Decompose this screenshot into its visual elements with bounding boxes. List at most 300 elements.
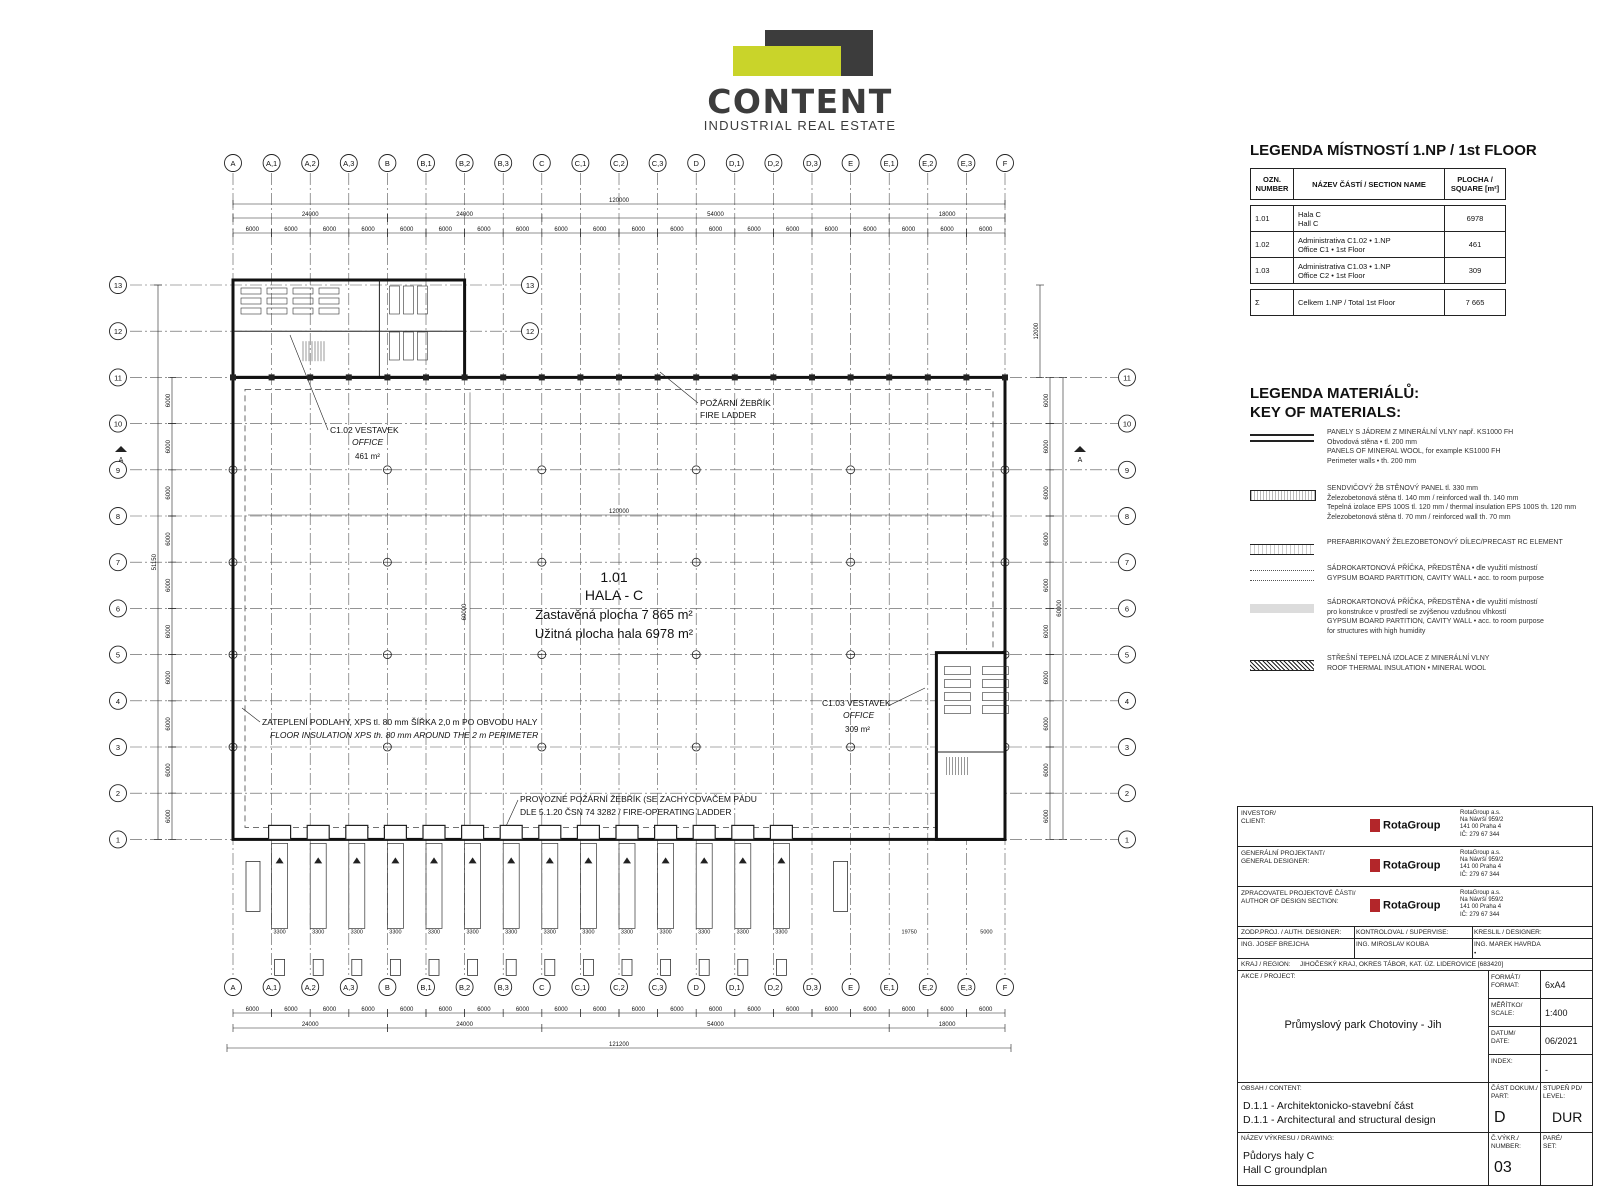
company-address: RotaGroup a.s. Na Návrší 959/2 141 00 Praha 4 IČ: 279 67 344	[1460, 850, 1504, 878]
room-legend-title: LEGENDA MÍSTNOSTÍ 1.NP / 1st FLOOR	[1250, 142, 1537, 159]
material-text: SÁDROKARTONOVÁ PŘÍČKA, PŘEDSTĚNA • dle využití místností pro konstrukce v prostředí se zvýšenou vzdušnou vlhkostí GYPSUM BOARD PARTITION, CAVITY WALL • acc. to room purpose for structures with high humidity	[1327, 599, 1544, 635]
office-desk	[389, 286, 399, 314]
perimeter-column	[384, 374, 390, 380]
dock-arrow-icon	[276, 857, 284, 863]
loading-dock-door	[770, 825, 792, 839]
company-address: RotaGroup a.s. Na Návrší 959/2 141 00 Praha 4 IČ: 279 67 344	[1460, 890, 1504, 918]
office-c103-area: 309 m²	[845, 725, 870, 734]
role-designer: KRESLIL / DESIGNER:	[1474, 929, 1542, 936]
part-value: D	[1494, 1109, 1506, 1126]
grid-column-label: C,2	[613, 983, 625, 992]
dock-trailer-wheel	[275, 959, 285, 975]
dim-left-bay-label: 6000	[166, 763, 172, 777]
grid-column-label: B,2	[458, 983, 471, 992]
dim-dock-spacing: 3300	[312, 929, 325, 936]
content-cz: D.1.1 - Architektonicko-stavební část	[1243, 1100, 1414, 1112]
grid-column-label: A,3	[343, 159, 355, 168]
material-item	[1250, 484, 1580, 528]
rotagroup-logo	[1370, 899, 1440, 912]
grid-column-label: B	[384, 159, 390, 168]
room-legend	[1250, 142, 1560, 159]
loading-dock-door	[307, 825, 329, 839]
material-text: PANELY S JÁDREM Z MINERÁLNÍ VLNY např. KS1000 FH Obvodová stěna • tl. 200 mm PANELS OF MINERAL WOOL, for example KS1000 FH Perimeter walls • th. 200 mm	[1327, 429, 1514, 465]
dock-arrow-icon	[623, 857, 631, 863]
perimeter-column	[616, 374, 622, 380]
company-name: RotaGroup	[1383, 819, 1441, 832]
region-label: KRAJ / REGION:	[1241, 961, 1291, 968]
drawing-label: NÁZEV VÝKRESU / DRAWING:	[1241, 1135, 1334, 1142]
dock-trailer-wheel	[506, 959, 516, 975]
dim-group-top-label: 54000	[707, 212, 724, 218]
loading-dock-door	[655, 825, 677, 839]
grid-column-label: A	[230, 983, 236, 992]
dock-truck-bay	[349, 843, 365, 928]
dim-dock-spacing: 3300	[698, 929, 711, 936]
dim-bay-top-label: 6000	[284, 227, 298, 233]
rotagroup-mark-icon	[1370, 899, 1380, 912]
dock-arrow-icon	[353, 857, 361, 863]
room-name-en: Office C1 • 1st Floor	[1298, 244, 1366, 254]
grid-column-label: B,1	[420, 983, 432, 992]
dock-arrow-icon	[700, 857, 708, 863]
person-supervise: ING. MIROSLAV KOUBA	[1356, 941, 1429, 948]
parked-truck	[834, 861, 848, 911]
room-name-cz: Administrativa C1.03 • 1.NP	[1298, 261, 1391, 271]
role-auth-designer: ZODP.PROJ. / AUTH. DESIGNER:	[1241, 929, 1342, 936]
grid-column-label: E	[848, 983, 854, 992]
dim-group-bottom-label: 24000	[301, 1022, 319, 1028]
region-row	[1238, 959, 1592, 971]
grid-row-label: 8	[115, 512, 121, 521]
dim-dock-spacing: 3300	[466, 929, 479, 936]
material-swatch-double-line	[1250, 434, 1314, 442]
dim-right-bay-label: 6000	[1044, 717, 1050, 731]
total-area: 7 665	[1445, 290, 1506, 316]
room-area: 6978	[1445, 206, 1506, 232]
office-desk	[403, 286, 413, 314]
office-c103-type: OFFICE	[843, 710, 875, 720]
grid-row-label: 3	[115, 743, 121, 752]
material-text: PREFABRIKOVANÝ ŽELEZOBETONOVÝ DÍLEC/PRECAST RC ELEMENT	[1327, 539, 1563, 546]
dim-bay-top-label: 6000	[515, 227, 530, 233]
material-swatch-zigzag	[1250, 660, 1314, 671]
dock-truck-bay	[542, 843, 558, 928]
dim-bay-bottom-label: 6000	[824, 1007, 838, 1013]
dim-dock-gap: 19750	[901, 929, 917, 936]
perimeter-column	[809, 374, 815, 380]
dock-trailer-wheel	[738, 959, 748, 975]
grid-column-label: C,3	[651, 983, 664, 992]
materials-title-cz: LEGENDA MATERIÁLŮ:	[1250, 385, 1420, 402]
perimeter-column	[269, 374, 275, 380]
region-value: JIHOČESKÝ KRAJ, OKRES TÁBOR, KAT. ÚZ. LIDEROVICE [683420]	[1300, 961, 1504, 968]
office-desk	[267, 288, 287, 294]
operating-ladder-label-en: DLE 5.1.20 ČSN 74 3282 / FIRE-OPERATING LADDER	[520, 807, 732, 817]
drawing-number: 03	[1494, 1159, 1512, 1176]
dim-bay-bottom-label: 6000	[477, 1007, 491, 1013]
grid-column-label: C	[539, 983, 545, 992]
content-row: OBSAH / CONTENT: D.1.1 - Architektonicko-stavební část D.1.1 - Architectural and structural design ČÁST DOKUM./ PART: D STUPEŇ PD/ LEVEL: DUR	[1238, 1083, 1592, 1133]
loading-dock-door	[577, 825, 599, 839]
dim-group-top-label: 24000	[301, 212, 319, 218]
dock-trailer-wheel	[545, 959, 555, 975]
perimeter-column	[770, 374, 776, 380]
grid-row-label: 2	[115, 789, 121, 799]
person-designer-extra: •	[1474, 950, 1477, 957]
date-cell: DATUM/ DATE: 06/2021	[1489, 1027, 1592, 1055]
grid-column-label: E,2	[922, 159, 934, 168]
dim-bay-top-label: 6000	[901, 227, 916, 233]
dim-bay-bottom-label: 6000	[863, 1007, 877, 1013]
room-name	[1294, 232, 1445, 258]
grid-row-label: 10	[1122, 419, 1132, 429]
dim-right-bay-label: 6000	[1044, 624, 1050, 639]
dim-bay-bottom-label: 6000	[245, 1007, 259, 1013]
perimeter-column	[848, 374, 854, 380]
material-swatch-gypsum-dotted	[1250, 570, 1314, 581]
dim-bay-top-label: 6000	[477, 227, 491, 233]
dock-arrow-icon	[739, 857, 747, 863]
header-number: OZN. NUMBER	[1251, 169, 1294, 200]
table-row	[1251, 206, 1506, 232]
materials-legend	[1250, 384, 1580, 422]
dim-left-bay-label: 6000	[166, 486, 172, 500]
dock-truck-bay	[426, 843, 442, 928]
author-label: ZPRACOVATEL PROJEKTOVÉ ČÁSTI/	[1241, 890, 1356, 897]
grid-column-label: E,3	[960, 983, 973, 992]
rotagroup-logo	[1370, 859, 1440, 872]
scale-value: 1:400	[1545, 1008, 1568, 1018]
room-name-en: Office C2 • 1st Floor	[1298, 270, 1366, 280]
dock-trailer-wheel	[390, 959, 400, 975]
dim-group-bottom-label: 54000	[707, 1022, 724, 1028]
office-desk	[267, 298, 287, 304]
grid-column-label: B,2	[458, 159, 471, 168]
grid-column-label: B,3	[497, 159, 509, 168]
office-c102-area: 461 m²	[355, 452, 380, 461]
dock-truck-bay	[580, 843, 596, 928]
material-swatch-gypsum-grey	[1250, 604, 1314, 613]
dim-left-bay-label: 6000	[166, 578, 172, 592]
grid-row-label: 3	[1124, 743, 1130, 752]
roles-row	[1238, 927, 1592, 939]
room-name	[1294, 206, 1445, 232]
dim-bay-top-label: 6000	[979, 227, 993, 233]
perimeter-column	[500, 374, 506, 380]
materials-title-en: KEY OF MATERIALS:	[1250, 404, 1402, 421]
grid-row-label: 1	[1124, 835, 1130, 845]
dim-group-bottom-label: 18000	[938, 1022, 956, 1028]
level-value: DUR	[1552, 1109, 1583, 1125]
table-row	[1251, 232, 1506, 258]
grid-row-label: 11	[114, 373, 122, 383]
dim-overall-bottom-label: 121200	[608, 1042, 630, 1048]
dim-left-bay-label: 6000	[166, 671, 172, 685]
dock-arrow-icon	[469, 857, 477, 863]
loading-dock-door	[539, 825, 561, 839]
material-text: SENDVIČOVÝ ŽB STĚNOVÝ PANEL tl. 330 mm Železobetonová stěna tl. 140 mm / reinforced wall th. 140 mm Tepelná izolace EPS 100S tl. 120 mm / thermal insulation EPS 100S th. 120 mm Železobetonová stěna tl. 70 mm / reinforced wall th. 70 mm	[1327, 485, 1577, 521]
dim-bay-bottom-label: 6000	[786, 1007, 800, 1013]
loading-dock-door	[462, 825, 484, 839]
dim-right-mezz-label: 12000	[1034, 322, 1040, 340]
dock-truck-bay	[696, 843, 712, 928]
dim-right-bay-label: 6000	[1044, 809, 1050, 823]
room-name	[1294, 258, 1445, 284]
dim-right-bay-label: 6000	[1044, 532, 1050, 546]
dim-right-bay-label: 6000	[1044, 486, 1050, 500]
designer-row	[1238, 847, 1592, 887]
dock-arrow-icon	[391, 857, 399, 863]
grid-row-label: 12	[525, 327, 535, 337]
dim-left-bay-label: 6000	[166, 624, 172, 639]
total-label: Celkem 1.NP / Total 1st Floor	[1294, 290, 1445, 316]
material-text: SÁDROKARTONOVÁ PŘÍČKA, PŘEDSTĚNA • dle využití místností GYPSUM BOARD PARTITION, CAVITY WALL • acc. to room purpose	[1327, 565, 1544, 582]
header-name: NÁZEV ČÁSTÍ / SECTION NAME	[1294, 169, 1445, 200]
grid-row-label: 9	[115, 465, 121, 475]
investor-row	[1238, 807, 1592, 847]
dock-trailer-wheel	[352, 959, 362, 975]
room-legend-header	[1251, 169, 1506, 200]
date-value: 06/2021	[1545, 1036, 1578, 1046]
grid-row-label: 9	[1124, 465, 1130, 475]
total-symbol: Σ	[1251, 290, 1294, 316]
table-total-row	[1251, 290, 1506, 316]
company-name: RotaGroup	[1383, 859, 1441, 872]
dock-trailer-wheel	[429, 959, 439, 975]
grid-column-label: D,2	[767, 159, 780, 168]
dock-arrow-icon	[314, 857, 322, 863]
floor-insulation-label: ZATEPLENÍ PODLAHY, XPS tl. 80 mm ŠÍŘKA 2,0 m PO OBVODU HALY	[262, 717, 538, 727]
perimeter-column	[963, 374, 969, 380]
grid-row-label: 13	[525, 281, 535, 290]
dock-truck-bay	[658, 843, 674, 928]
perimeter-column	[539, 374, 545, 380]
dim-bay-bottom-label: 6000	[708, 1007, 723, 1013]
floor-insulation-label-en: FLOOR INSULATION XPS th. 80 mm AROUND THE 2 m PERIMETER	[270, 730, 539, 740]
dim-bay-bottom-label: 6000	[979, 1007, 993, 1013]
dock-arrow-icon	[584, 857, 592, 863]
dim-dock-spacing: 3300	[505, 929, 518, 936]
logo-tagline: INDUSTRIAL REAL ESTATE	[703, 118, 897, 133]
office-desk	[319, 298, 339, 304]
grid-column-label: A,1	[265, 159, 278, 168]
hall-built-area: Zastavěná plocha 7 865 m²	[535, 607, 693, 622]
room-name-cz: Hala C	[1298, 209, 1321, 219]
dim-right-bay-label: 6000	[1044, 440, 1050, 454]
designer-label: GENERÁLNÍ PROJEKTANT/	[1241, 850, 1325, 857]
dim-bay-top-label: 6000	[940, 227, 954, 233]
index-cell	[1489, 1055, 1592, 1083]
format-value: 6xA4	[1545, 980, 1566, 990]
dim-bay-top-label: 6000	[322, 227, 337, 233]
grid-column-label: A,2	[304, 159, 316, 168]
office-desk	[241, 308, 261, 314]
loading-dock-door	[269, 825, 291, 839]
role-supervise: KONTROLOVAL / SUPERVISE:	[1356, 929, 1449, 936]
dim-bay-bottom-label: 6000	[322, 1007, 337, 1013]
dock-truck-bay	[465, 843, 481, 928]
dim-bay-bottom-label: 6000	[747, 1007, 761, 1013]
dim-dock-spacing: 3300	[582, 929, 595, 936]
dim-bay-top-label: 6000	[631, 227, 645, 233]
room-number: 1.03	[1251, 258, 1294, 284]
dim-bay-top-label: 6000	[786, 227, 800, 233]
grid-column-label: F	[1002, 159, 1008, 168]
dim-right-bay-label: 6000	[1044, 393, 1050, 408]
grid-column-label: B,1	[420, 159, 432, 168]
dim-bay-top-label: 6000	[863, 227, 877, 233]
dim-bay-top-label: 6000	[438, 227, 452, 233]
dim-inner-width-label: 120000	[608, 509, 630, 515]
project-name: Průmyslový park Chotoviny - Jih	[1284, 1019, 1442, 1031]
dim-bay-bottom-label: 6000	[438, 1007, 452, 1013]
grid-column-label: E,2	[922, 983, 934, 992]
grid-column-label: B	[384, 983, 390, 992]
grid-column-label: D,2	[767, 983, 780, 992]
fire-ladder-label-en: FIRE LADDER	[700, 410, 757, 420]
material-swatch-precast	[1250, 544, 1314, 555]
dim-left-bay-label: 6000	[166, 393, 172, 408]
parked-truck	[246, 861, 260, 911]
logo-wordmark: CONTENT	[707, 82, 893, 121]
office-desk	[267, 308, 287, 314]
grid-row-label: 13	[113, 281, 123, 290]
grid-column-label: E,3	[960, 159, 973, 168]
title-block	[1237, 806, 1593, 1186]
content-label: OBSAH / CONTENT:	[1241, 1085, 1302, 1092]
perimeter-column	[1002, 374, 1008, 380]
dim-bay-bottom-label: 6000	[361, 1007, 375, 1013]
drawing-row: NÁZEV VÝKRESU / DRAWING: Půdorys haly C Hall C groundplan Č.VÝKR./ NUMBER: 03 PARÉ/ SET:	[1241, 1135, 1563, 1176]
material-item	[1250, 654, 1580, 698]
hall-name: HALA - C	[584, 587, 644, 603]
dock-arrow-icon	[507, 857, 515, 863]
office-desk	[241, 298, 261, 304]
dim-bay-bottom-label: 6000	[940, 1007, 954, 1013]
office-desk	[319, 288, 339, 294]
loading-dock-door	[500, 825, 522, 839]
dim-group-bottom-label: 24000	[456, 1022, 473, 1028]
loading-dock-door	[346, 825, 368, 839]
office-desk	[389, 332, 399, 360]
dim-bay-top-label: 6000	[747, 227, 761, 233]
dim-bay-top-label: 6000	[245, 227, 259, 233]
loading-dock-door	[616, 825, 638, 839]
dock-arrow-icon	[546, 857, 554, 863]
dock-trailer-wheel	[468, 959, 478, 975]
room-area: 309	[1445, 258, 1506, 284]
perimeter-column	[346, 374, 352, 380]
room-legend-table	[1250, 168, 1506, 316]
index-label: INDEX:	[1491, 1058, 1513, 1065]
dock-trailer-wheel	[699, 959, 709, 975]
author-label-en: AUTHOR OF DESIGN SECTION:	[1241, 898, 1339, 905]
grid-column-label: D,3	[806, 983, 818, 992]
perimeter-column	[423, 374, 429, 380]
grid-column-label: D	[693, 159, 699, 168]
dim-left-bay-label: 6000	[166, 809, 172, 823]
office-c102-label: C1.02 VESTAVEK	[330, 425, 399, 435]
material-text: STŘEŠNÍ TEPELNÁ IZOLACE Z MINERÁLNÍ VLNY ROOF THERMAL INSULATION • MINERAL WOOL	[1327, 655, 1490, 672]
dock-trailer-wheel	[313, 959, 323, 975]
dock-trailer-wheel	[622, 959, 632, 975]
dim-dock-spacing: 3300	[620, 929, 634, 936]
grid-row-label: 4	[1124, 696, 1130, 706]
grid-column-label: A,3	[343, 983, 355, 992]
company-name: RotaGroup	[1383, 899, 1441, 912]
dim-bay-top-label: 6000	[361, 227, 375, 233]
dock-arrow-icon	[777, 857, 785, 863]
material-item	[1250, 428, 1580, 472]
hall-usable-area: Užitná plocha hala 6978 m²	[534, 626, 694, 641]
dim-bay-bottom-label: 6000	[901, 1007, 916, 1013]
grid-row-label: 2	[1124, 789, 1130, 799]
grid-row-label: 7	[115, 558, 121, 568]
dim-bay-bottom-label: 6000	[400, 1007, 414, 1013]
dock-truck-bay	[773, 843, 789, 928]
section-mark-right-label: A	[1077, 457, 1083, 464]
dim-right-bay-label: 6000	[1044, 763, 1050, 777]
room-name-cz: Administrativa C1.02 • 1.NP	[1298, 235, 1391, 245]
perimeter-column	[925, 374, 931, 380]
dock-truck-bay	[503, 843, 519, 928]
grid-row-label: 5	[1124, 650, 1130, 660]
project-label: AKCE / PROJECT:	[1241, 973, 1296, 980]
dim-bay-top-label: 6000	[554, 227, 568, 233]
dim-dock-spacing: 3300	[659, 929, 672, 936]
drawing-en: Hall C groundplan	[1243, 1164, 1328, 1176]
dim-dock-spacing: 3300	[775, 929, 788, 936]
dim-left-total-label: 51150	[152, 554, 158, 571]
perimeter-column	[230, 374, 236, 380]
grid-column-label: D,1	[728, 159, 741, 168]
grid-column-label: C,3	[651, 159, 664, 168]
section-mark-right-icon	[1074, 446, 1086, 452]
material-swatch-sandwich-panel	[1250, 490, 1316, 501]
grid-row-label: 6	[115, 604, 121, 614]
dim-bay-top-label: 6000	[708, 227, 723, 233]
table-row	[1251, 258, 1506, 284]
room-area: 461	[1445, 232, 1506, 258]
dock-truck-bay	[310, 843, 326, 928]
grid-column-label: F	[1002, 983, 1008, 992]
grid-column-label: A,1	[265, 983, 278, 992]
hall-number: 1.01	[600, 569, 628, 585]
dim-left-bay-label: 6000	[166, 717, 172, 731]
perimeter-column	[732, 374, 738, 380]
grid-row-label: 5	[115, 650, 121, 660]
grid-row-label: 12	[113, 327, 123, 337]
dim-right-total-label: 60000	[1057, 600, 1063, 617]
grid-column-label: B,3	[497, 983, 509, 992]
dock-truck-bay	[387, 843, 403, 928]
grid-row-label: 10	[113, 419, 123, 429]
dim-dock-spacing: 3300	[736, 929, 749, 936]
material-item	[1250, 598, 1580, 642]
section-mark-left-label: A	[118, 457, 124, 464]
dim-inner-height-label: 60000	[462, 603, 468, 621]
dim-left-bay-label: 6000	[166, 532, 172, 546]
format-cell: FORMÁT/ FORMAT: 6xA4	[1489, 971, 1592, 999]
grid-column-label: E,1	[883, 983, 895, 992]
person-auth-designer: ING. JOSEF BREJCHA	[1241, 941, 1310, 948]
dim-group-top-label: 18000	[938, 212, 956, 218]
content-en: D.1.1 - Architectural and structural design	[1243, 1114, 1436, 1126]
loading-dock-door	[732, 825, 754, 839]
office-c103-label: C1.03 VESTAVEK	[822, 698, 891, 708]
author-row	[1238, 887, 1592, 927]
dim-group-top-label: 24000	[456, 212, 473, 218]
